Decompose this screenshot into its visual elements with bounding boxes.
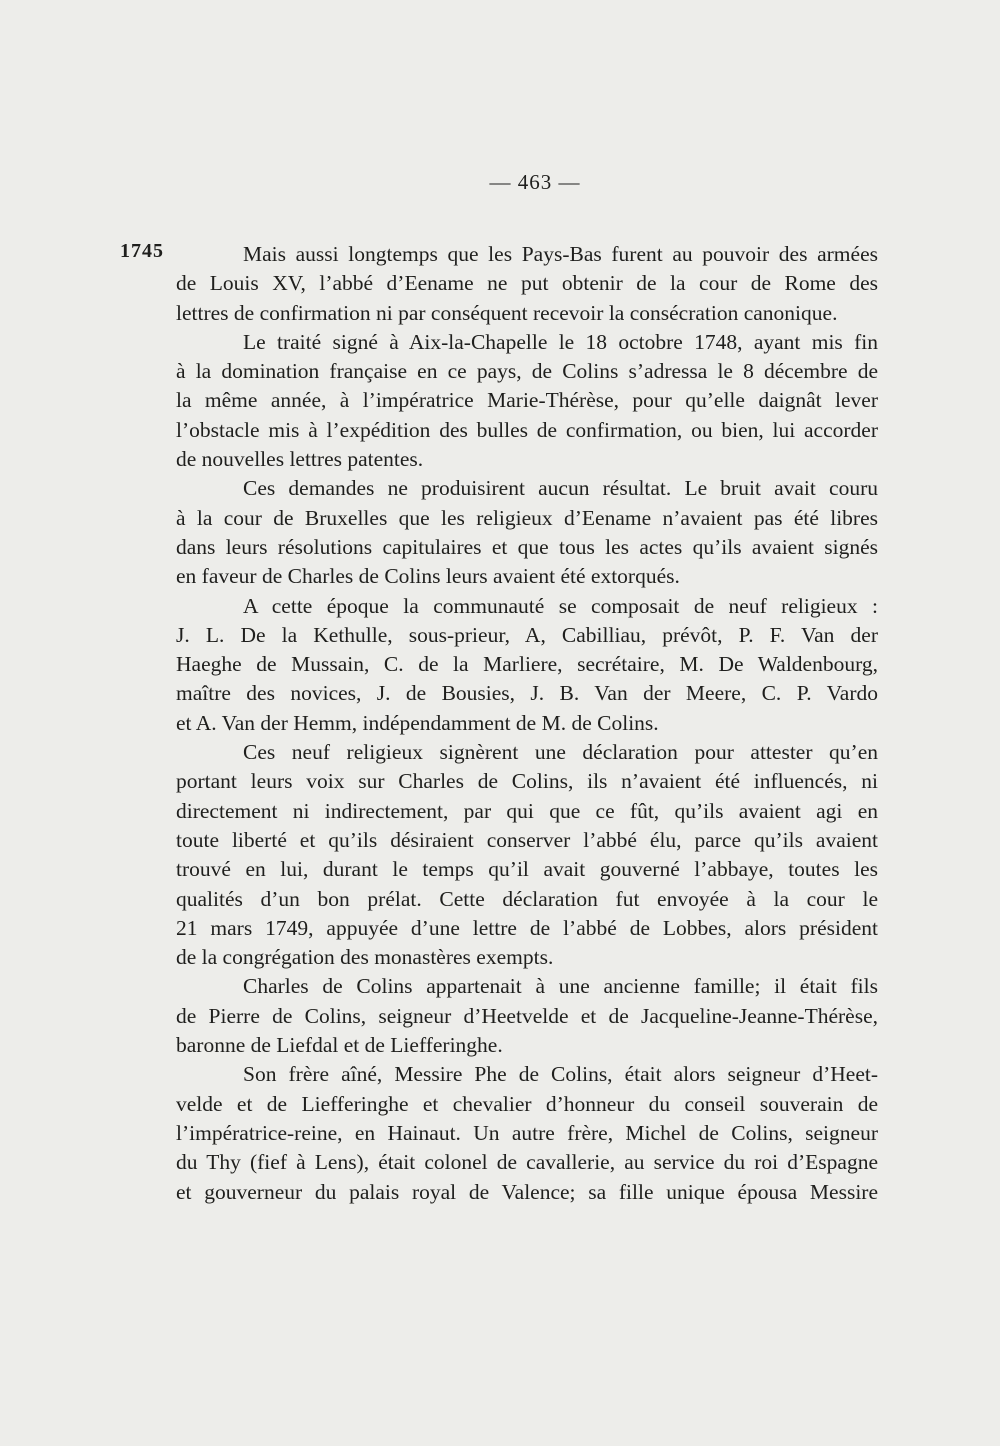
text-line: Charles de Colins appartenait à une ancienne famille; il était fils bbox=[243, 974, 878, 999]
text-line: l’obstacle mis à l’expédition des bulles de confirmation, ou bien, lui accorder bbox=[176, 417, 878, 442]
text-line: trouvé en lui, durant le temps qu’il avait gouverné l’abbaye, toutes les bbox=[176, 857, 878, 882]
text-line: Mais aussi longtemps que les Pays-Bas furent au pouvoir des armées bbox=[243, 242, 878, 266]
text-line: de Pierre de Colins, seigneur d’Heetvelde et de Jacqueline-Jeanne-Thérèse, bbox=[176, 1003, 878, 1028]
text-line: à la domination française en ce pays, de Colins s’adressa le 8 décembre de bbox=[176, 359, 878, 384]
text-line: la même année, à l’impératrice Marie-Thérèse, pour qu’elle daignât lever bbox=[176, 388, 878, 413]
text-line: velde et de Liefferinghe et chevalier d’honneur du conseil souverain de bbox=[176, 1091, 878, 1116]
text-line: Le traité signé à Aix-la-Chapelle le 18 octobre 1748, ayant mis fin bbox=[243, 329, 878, 354]
text-line: directement ni indirectement, par qui que ce fût, qu’ils avaient agi en bbox=[176, 798, 878, 823]
text-line: et gouverneur du palais royal de Valence; sa fille unique épousa Messire bbox=[176, 1179, 878, 1204]
text-line: 21 mars 1749, appuyée d’une lettre de l’abbé de Lobbes, alors président bbox=[176, 915, 878, 940]
margin-year: 1745 bbox=[120, 240, 164, 262]
text-line: à la cour de Bruxelles que les religieux d’Eename n’avaient pas été libres bbox=[176, 505, 878, 530]
text-line: en faveur de Charles de Colins leurs avaient été extorqués. bbox=[176, 564, 680, 589]
text-line: Ces neuf religieux signèrent une déclaration pour attester qu’en bbox=[243, 740, 878, 765]
text-line: portant leurs voix sur Charles de Colins, ils n’avaient été influencés, ni bbox=[176, 769, 878, 794]
text-line: du Thy (fief à Lens), était colonel de cavallerie, au service du roi d’Espagne bbox=[176, 1150, 878, 1175]
text-line: et A. Van der Hemm, indépendamment de M. de Colins. bbox=[176, 710, 659, 735]
body-text bbox=[176, 240, 878, 1207]
text-line: toute liberté et qu’ils désiraient conserver l’abbé élu, parce qu’ils avaient bbox=[176, 827, 878, 852]
text-line: l’impératrice-reine, en Hainaut. Un autre frère, Michel de Colins, seigneur bbox=[176, 1120, 878, 1145]
text-line: J. L. De la Kethulle, sous-prieur, A, Cabilliau, prévôt, P. F. Van der bbox=[176, 622, 878, 647]
text-line: Ces demandes ne produisirent aucun résultat. Le bruit avait couru bbox=[243, 476, 878, 501]
text-line: baronne de Liefdal et de Liefferinghe. bbox=[176, 1033, 503, 1058]
text-line: maître des novices, J. de Bousies, J. B. Van der Meere, C. P. Vardo bbox=[176, 681, 878, 706]
text-line: A cette époque la communauté se composait de neuf religieux : bbox=[243, 593, 878, 618]
text-line: qualités d’un bon prélat. Cette déclaration fut envoyée à la cour le bbox=[176, 886, 878, 911]
text-line: de Louis XV, l’abbé d’Eename ne put obtenir de la cour de Rome des bbox=[176, 271, 878, 296]
text-line: dans leurs résolutions capitulaires et que tous les actes qu’ils avaient signés bbox=[176, 534, 878, 559]
text-line: de nouvelles lettres patentes. bbox=[176, 447, 424, 472]
text-line: Son frère aîné, Messire Phe de Colins, était alors seigneur d’Heet- bbox=[243, 1062, 878, 1087]
text-line: Haeghe de Mussain, C. de la Marliere, secrétaire, M. De Waldenbourg, bbox=[176, 652, 878, 677]
text-line: lettres de confirmation ni par conséquent recevoir la consécration canonique. bbox=[176, 300, 838, 325]
page-number: — 463 — bbox=[489, 170, 581, 194]
text-line: de la congrégation des monastères exempts. bbox=[176, 945, 554, 970]
